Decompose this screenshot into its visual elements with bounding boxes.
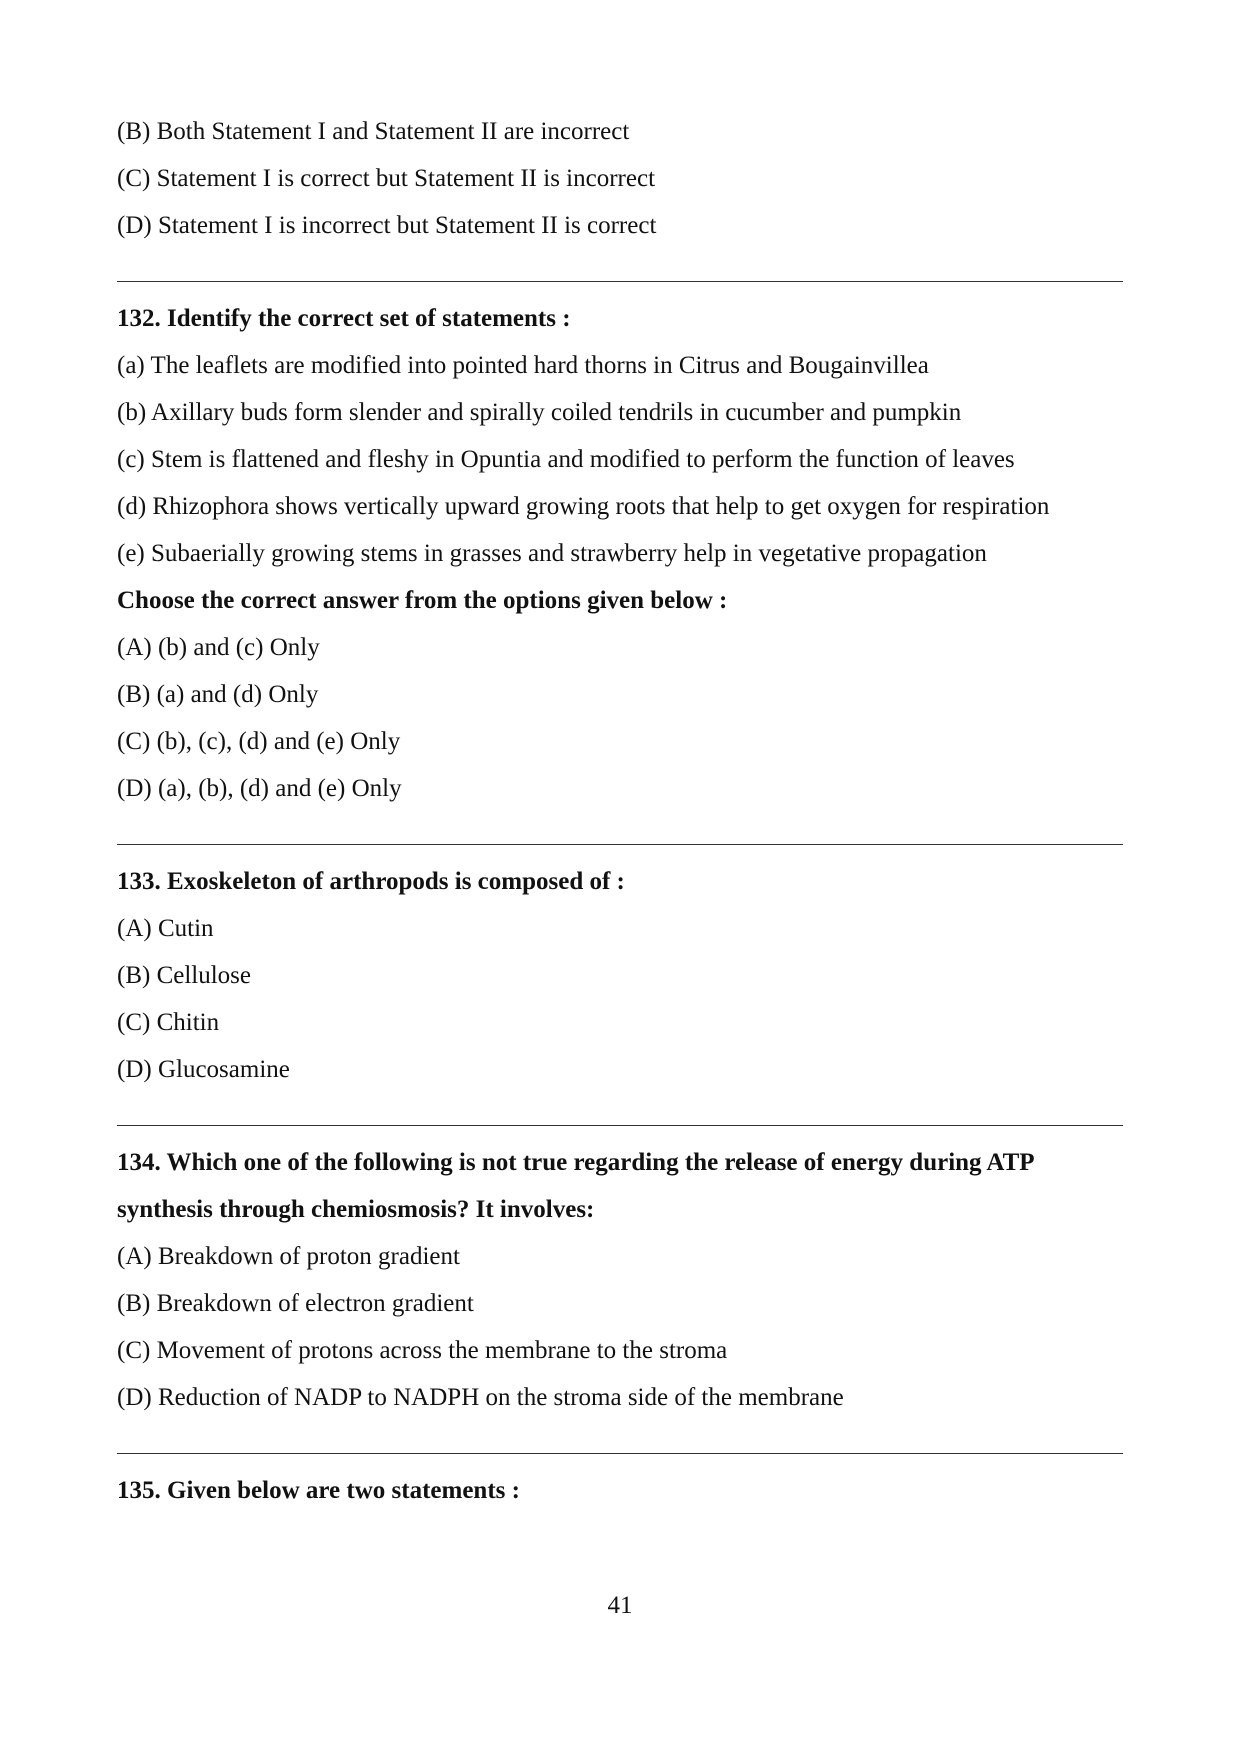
- option-d: (D) Glucosamine: [117, 1056, 290, 1083]
- exam-page-content: [117, 108, 1123, 1514]
- question-133: [117, 858, 1123, 1093]
- statement-e: (e) Subaerially growing stems in grasses and strawberry help in vegetative propagation: [117, 540, 987, 567]
- question-text: 132. Identify the correct set of statements :: [117, 305, 571, 332]
- question-135: [117, 1467, 1123, 1514]
- statement-d: (d) Rhizophora shows vertically upward growing roots that help to get oxygen for respiration: [117, 493, 1050, 520]
- statement-a: (a) The leaflets are modified into pointed hard thorns in Citrus and Bougainvillea: [117, 352, 929, 379]
- option-a: (A) (b) and (c) Only: [117, 634, 320, 661]
- instruction-text: Choose the correct answer from the options given below :: [117, 587, 728, 614]
- option-b: (B) Both Statement I and Statement II are incorrect: [117, 118, 630, 145]
- question-134: [117, 1139, 1123, 1421]
- option-b: (B) Cellulose: [117, 962, 252, 989]
- option-c: (C) (b), (c), (d) and (e) Only: [117, 728, 401, 755]
- option-d: (D) Statement I is incorrect but Statement II is correct: [117, 212, 657, 239]
- option-a: (A) Cutin: [117, 915, 214, 942]
- option-d: (D) (a), (b), (d) and (e) Only: [117, 775, 402, 802]
- option-b: (B) Breakdown of electron gradient: [117, 1290, 474, 1317]
- option-b: (B) (a) and (d) Only: [117, 681, 319, 708]
- option-c: (C) Statement I is correct but Statement II is incorrect: [117, 165, 656, 192]
- option-c: (C) Movement of protons across the membrane to the stroma: [117, 1337, 728, 1364]
- option-c: (C) Chitin: [117, 1009, 220, 1036]
- question-132: [117, 295, 1123, 812]
- page-number: 41: [607, 1592, 633, 1619]
- question-text-line-1: 134. Which one of the following is not true regarding the release of energy during ATP: [117, 1149, 1035, 1176]
- question-text-line-2: synthesis through chemiosmosis? It involves:: [117, 1196, 595, 1223]
- question-131-options: [117, 108, 1123, 249]
- option-a: (A) Breakdown of proton gradient: [117, 1243, 460, 1270]
- option-d: (D) Reduction of NADP to NADPH on the stroma side of the membrane: [117, 1384, 844, 1411]
- statement-c: (c) Stem is flattened and fleshy in Opuntia and modified to perform the function of leaves: [117, 446, 1015, 473]
- question-text: 133. Exoskeleton of arthropods is composed of :: [117, 868, 625, 895]
- question-text: 135. Given below are two statements :: [117, 1477, 520, 1504]
- statement-b: (b) Axillary buds form slender and spirally coiled tendrils in cucumber and pumpkin: [117, 399, 962, 426]
